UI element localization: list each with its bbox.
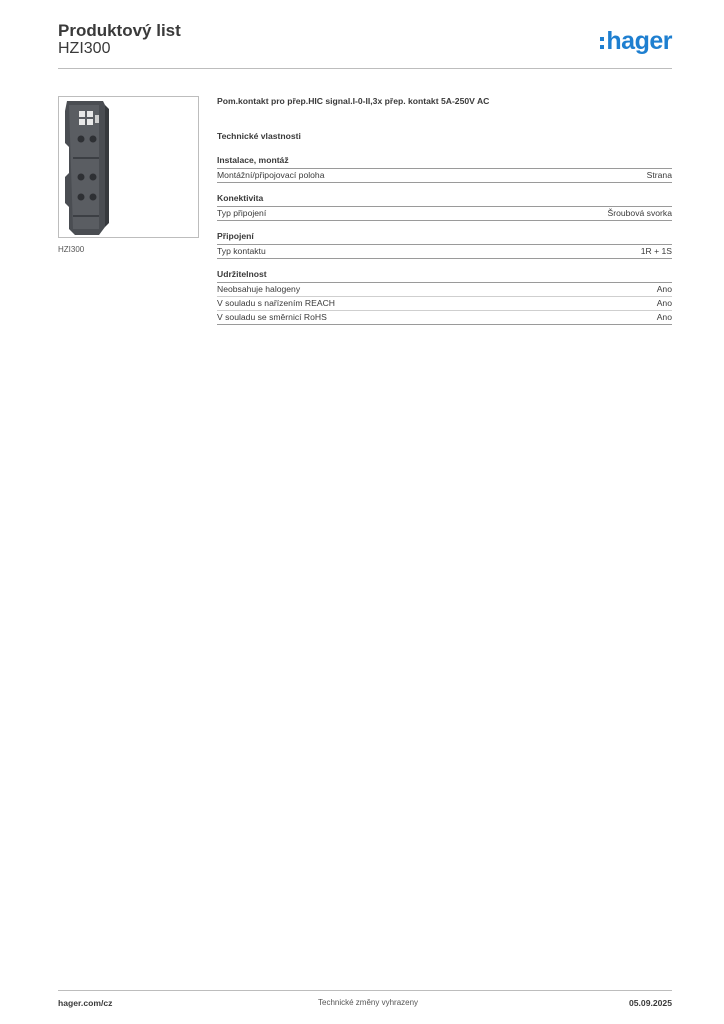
row-value: 1R + 1S <box>640 246 672 256</box>
section-title: Udržitelnost <box>217 269 267 279</box>
image-caption: HZI300 <box>58 245 85 254</box>
section-installation <box>217 155 672 183</box>
row-value: Ano <box>656 284 672 294</box>
row-label: Typ připojení <box>217 208 267 218</box>
row-value: Ano <box>656 312 672 322</box>
row-value: Ano <box>656 298 672 308</box>
row-label: V souladu se směrnicí RoHS <box>217 312 327 322</box>
page-title: Produktový list <box>58 21 181 40</box>
section-title: Instalace, montáž <box>217 155 289 165</box>
table-row <box>217 296 672 310</box>
section-title: Připojení <box>217 231 254 241</box>
hager-logo <box>600 28 672 54</box>
table-row <box>217 310 672 325</box>
row-label: Neobsahuje halogeny <box>217 284 301 294</box>
footer-divider <box>58 990 672 991</box>
row-label: V souladu s nařízením REACH <box>217 298 335 308</box>
table-row <box>217 244 672 259</box>
footer-notice: Technické změny vyhrazeny <box>318 998 419 1007</box>
main-content <box>217 96 672 325</box>
row-value: Strana <box>646 170 672 180</box>
row-label: Typ kontaktu <box>217 246 266 256</box>
section-sustainability <box>217 269 672 325</box>
table-row <box>217 168 672 183</box>
product-image <box>58 96 199 238</box>
row-label: Montážní/připojovací poloha <box>217 170 325 180</box>
section-connection <box>217 231 672 259</box>
footer-date: 05.09.2025 <box>628 998 672 1008</box>
row-value: Šroubová svorka <box>607 208 672 218</box>
product-description: Pom.kontakt pro přep.HIC signal.I-0-II,3x přep. kontakt 5A-250V AC <box>217 96 490 106</box>
table-row <box>217 282 672 296</box>
section-connectivity <box>217 193 672 221</box>
section-title: Konektivita <box>217 193 264 203</box>
product-illustration <box>59 97 198 237</box>
header-divider <box>58 68 672 69</box>
product-code: HZI300 <box>58 40 111 57</box>
footer-website: hager.com/cz <box>58 998 113 1008</box>
tech-heading: Technické vlastnosti <box>217 131 301 141</box>
table-row <box>217 206 672 221</box>
logo-dots <box>600 37 604 49</box>
logo-wordmark: hager <box>606 26 672 55</box>
